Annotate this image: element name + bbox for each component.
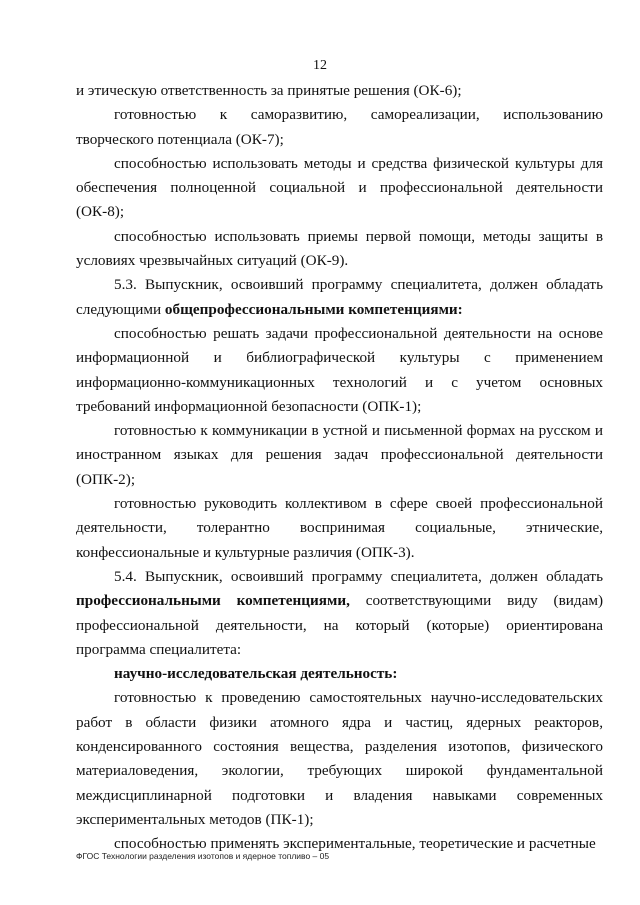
paragraph-5-4-text: 5.4. Выпускник, освоивший программу специалитета, должен обладать [114,567,603,585]
page-footer: ФГОС Технологии разделения изотопов и ядерное топливо – 05 [76,851,330,861]
page-number: 12 [313,58,327,73]
general-competencies-bold: общепрофессиональными компетенциями: [164,300,463,318]
paragraph-ok6: и этическую ответственность за принятые решения (ОК-6); [76,82,462,99]
section-heading-research: научно-исследовательская деятельность: [114,665,398,683]
paragraph-5-4 [76,565,603,662]
document-body [76,79,603,857]
paragraph-5-3-text: 5.3. Выпускник, освоивший программу специалитета, должен обладать следующими [76,276,603,318]
paragraph-pk1: готовностью к проведению самостоятельных научно-исследовательских работ в области физики атомного ядра и частиц, ядерных реакторов, конденсированного состояния вещества, разделения изотопов, физического материаловедения, экологии, требующих широкой фундаментальной междисциплинарной подготовки и владения навыками современных экспериментальных методов (ПК-1); [76,689,603,828]
paragraph-ok9: способностью использовать приемы первой помощи, методы защиты в условиях чрезвычайных ситуаций (ОК-9). [76,227,603,270]
paragraph-ok8: способностью использовать методы и средства физической культуры для обеспечения полноценной социальной и профессиональной деятельности (ОК-8); [76,154,603,221]
paragraph-opk3: готовностью руководить коллективом в сфере своей профессиональной деятельности, толерантно воспринимая социальные, этнические, конфессиональные и культурные различия (ОПК-3). [76,495,603,561]
paragraph-opk2: готовностью к коммуникации в устной и письменной формах на русском и иностранном языках для решения задач профессиональной деятельности (ОПК-2); [76,422,603,488]
paragraph-pk2-start: способностью применять экспериментальные, теоретические и расчетные [114,835,596,853]
paragraph-opk1: способностью решать задачи профессиональной деятельности на основе информационной и библиографической культуры с применением информационно-коммуникационных технологий и с учетом основных требований информационной безопасности (ОПК-1); [76,324,603,415]
paragraph-5-3 [76,273,603,322]
paragraph-ok7: готовностью к саморазвитию, самореализации, использованию творческого потенциала (ОК-7); [76,106,603,148]
professional-competencies-bold: профессиональными компетенциями, [76,592,350,610]
paragraph-5-4-rest: соответствующими виду (видам) профессиональной деятельности, на который (которые) ориентирована программа специалитета: [76,592,604,658]
